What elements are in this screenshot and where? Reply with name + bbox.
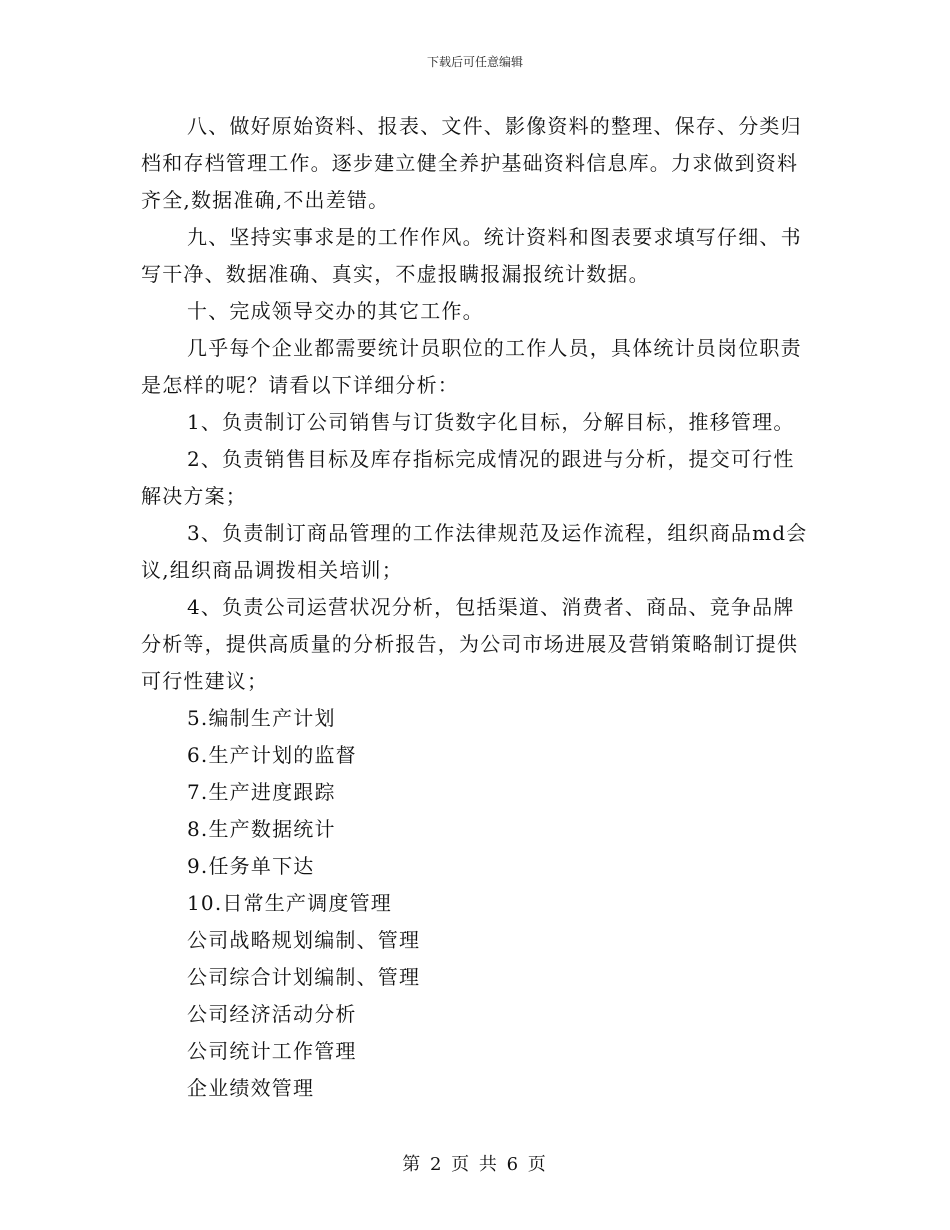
duty-item-7: 7.生产进度跟踪 [187, 780, 336, 804]
duty-performance: 企业绩效管理 [187, 1076, 315, 1100]
duty-item-3: 3、负责制订商品管理的工作法律规范及运作流程，组织商品md会议,组织商品调拨相关培训； [141, 521, 808, 582]
duty-plan: 公司综合计划编制、管理 [187, 965, 421, 989]
duty-statistics: 公司统计工作管理 [187, 1039, 357, 1063]
duty-item-1: 1、负责制订公司销售与订货数字化目标，分解目标，推移管理。 [187, 410, 795, 434]
paragraph-8: 八、做好原始资料、报表、文件、影像资料的整理、保存、分类归档和存档管理工作。逐步建立健全养护基础资料信息库。力求做到资料齐全,数据准确,不出差错。 [141, 114, 802, 212]
duty-item-5: 5.编制生产计划 [187, 706, 336, 730]
duty-item-9: 9.任务单下达 [187, 854, 315, 878]
paragraph-10: 十、完成领导交办的其它工作。 [187, 299, 484, 323]
duty-item-10: 10.日常生产调度管理 [187, 891, 393, 915]
duty-strategy: 公司战略规划编制、管理 [187, 928, 421, 952]
page-header-note: 下载后可任意编辑 [426, 55, 523, 69]
page-number: 第 2 页 共 6 页 [402, 1154, 548, 1175]
document-body [141, 108, 813, 1107]
duty-economic-analysis: 公司经济活动分析 [187, 1002, 357, 1026]
intro-paragraph: 几乎每个企业都需要统计员职位的工作人员，具体统计员岗位职责是怎样的呢？请看以下详细分析： [141, 336, 802, 397]
paragraph-9: 九、坚持实事求是的工作作风。统计资料和图表要求填写仔细、书写干净、数据准确、真实，不虚报瞒报漏报统计数据。 [141, 225, 802, 286]
duty-item-8: 8.生产数据统计 [187, 817, 336, 841]
duty-item-2: 2、负责销售目标及库存指标完成情况的跟进与分析，提交可行性解决方案； [141, 447, 795, 508]
duty-item-6: 6.生产计划的监督 [187, 743, 357, 767]
duty-item-4: 4、负责公司运营状况分析，包括渠道、消费者、商品、竞争品牌分析等，提供高质量的分析报告，为公司市场进展及营销策略制订提供可行性建议； [141, 595, 799, 693]
